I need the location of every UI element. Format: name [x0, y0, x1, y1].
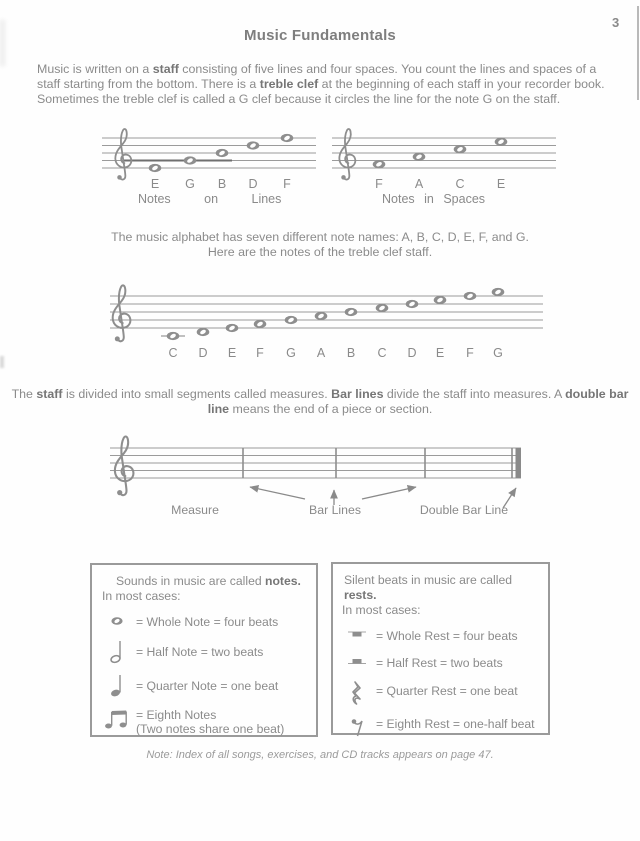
note-letter: D [248, 177, 258, 191]
eighth-notes-sublabel: (Two notes share one beat) [136, 722, 285, 736]
notes-box-subheading: In most cases: [102, 589, 181, 603]
note-item-quarter [102, 673, 308, 698]
note-letter: B [217, 177, 227, 191]
note-letter: D [407, 346, 417, 360]
alphabet-line1: The music alphabet has seven different note names: A, B, C, D, E, F, and G. [111, 230, 529, 244]
note-item-text: = Quarter Note = one beat [136, 678, 279, 693]
note-letter: C [377, 346, 387, 360]
measures-text: The [11, 387, 37, 401]
rest-item-half [342, 655, 540, 671]
notes-heading-text: Sounds in music are called [116, 574, 266, 588]
note-letter: G [286, 346, 296, 360]
whole-note-icon [167, 332, 180, 340]
staff-notes-in-spaces [328, 120, 560, 220]
whole-note-icon [464, 292, 477, 300]
whole-note-icon [413, 153, 426, 161]
note-letter: F [283, 177, 291, 191]
note-letter: D [198, 346, 208, 360]
note-letter: F [256, 346, 264, 360]
note-letter: C [455, 177, 465, 191]
staff-measures-diagram [103, 435, 548, 525]
whole-note-icon [434, 296, 447, 304]
whole-note-icon [345, 308, 358, 316]
note-item-eighth [102, 707, 308, 737]
measures-text: divide the staff into measures. A [383, 387, 566, 401]
staff-lines-graphic [328, 120, 560, 195]
label-measure: Measure [171, 503, 219, 517]
eighth-notes-icon [102, 707, 132, 731]
notes-info-box [90, 563, 318, 737]
note-letter: F [375, 177, 383, 191]
whole-note-icon [226, 324, 239, 332]
whole-note-icon [376, 304, 389, 312]
note-letter: G [185, 177, 195, 191]
whole-note-icon [315, 312, 328, 320]
note-item-text: = Half Note = two beats [136, 644, 264, 659]
page-number: 3 [612, 15, 620, 30]
staff-caption: Notes in Spaces [382, 192, 486, 206]
treble-clef-icon [339, 129, 355, 180]
note-item-text [136, 707, 284, 737]
intro-text: consisting of five lines and four spaces. You count the lines and spaces of a staff starting from the bottom. There is a [37, 62, 597, 92]
whole-note-icon [281, 134, 294, 142]
measures-paragraph [0, 387, 640, 416]
quarter-rest-icon [342, 681, 372, 705]
whole-note-icon [197, 328, 210, 336]
whole-note-icon [373, 160, 386, 168]
note-letter: E [435, 346, 445, 360]
rest-item-text: = Quarter Rest = one beat [376, 684, 518, 698]
staff-notes-on-lines [92, 120, 322, 220]
whole-note-icon [454, 145, 467, 153]
rest-item-eighth [342, 716, 540, 738]
alphabet-paragraph [0, 230, 640, 259]
measures-bold-staff: staff [36, 387, 63, 401]
whole-note-icon [495, 138, 508, 146]
eighth-rest-icon [342, 716, 372, 738]
note-letter: F [466, 346, 474, 360]
intro-paragraph [37, 62, 609, 106]
rests-box-subheading: In most cases: [342, 603, 421, 617]
rests-box-heading [344, 573, 540, 603]
note-item-half [102, 639, 308, 664]
quarter-note-icon [102, 673, 132, 698]
whole-note-icon [102, 614, 132, 628]
rests-heading-bold: rests. [344, 588, 377, 602]
intro-text: at the beginning of each staff in your recorder book. Sometimes the treble clef is called a G clef because it circles the line for the note G on the staff. [37, 77, 605, 106]
whole-note-icon [254, 320, 267, 328]
measures-line1 [0, 387, 640, 416]
footer-note: Note: Index of all songs, exercises, and CD tracks appears on page 47. [146, 749, 494, 761]
rest-item-text: = Eighth Rest = one-half beat [376, 717, 535, 731]
note-letter: A [316, 346, 326, 360]
note-letter: E [496, 177, 506, 191]
measures-text: means the end of a piece or section. [229, 401, 433, 416]
half-note-icon [102, 639, 132, 664]
note-letter: E [150, 177, 160, 191]
scan-smudge [0, 356, 4, 368]
double-bar-thick [516, 448, 522, 478]
notes-heading-bold: notes. [265, 574, 301, 588]
rests-heading-text: Silent beats in music are called [344, 573, 513, 587]
note-letter: C [168, 346, 178, 360]
whole-note-icon [216, 149, 229, 157]
staff-treble-scale [103, 282, 548, 367]
intro-text: Music is written on a [37, 62, 153, 77]
whole-note-icon [149, 164, 162, 172]
treble-clef-icon [113, 285, 131, 341]
whole-rest-icon [342, 628, 372, 640]
note-letter: E [227, 346, 237, 360]
page-title: Music Fundamentals [244, 27, 396, 44]
treble-clef-icon [115, 129, 131, 180]
eighth-notes-label: = Eighth Notes [136, 707, 217, 722]
staff-caption: Notes on Lines [138, 192, 282, 206]
alphabet-line2: Here are the notes of the treble clef staff. [207, 244, 433, 259]
label-double-bar-line: Double Bar Line [419, 503, 509, 517]
note-letter: G [493, 346, 503, 360]
half-rest-icon [342, 655, 372, 667]
scan-edge-artifact [637, 6, 639, 100]
note-item-whole [102, 614, 308, 630]
treble-clef-icon [115, 437, 134, 496]
label-bar-lines: Bar Lines [309, 503, 361, 517]
note-letter: B [346, 346, 356, 360]
intro-bold-treble-clef: treble clef [259, 77, 319, 92]
measures-bold-bar-lines: Bar lines [331, 387, 384, 401]
rest-item-whole [342, 628, 540, 644]
measures-bold-double-bar: double bar line [207, 387, 629, 416]
note-letter: A [414, 177, 424, 191]
intro-bold-staff: staff [152, 62, 179, 77]
whole-note-icon [247, 141, 260, 149]
notes-box-heading [116, 574, 308, 589]
whole-note-icon [285, 316, 298, 324]
measures-text: is divided into small segments called measures. [62, 387, 332, 401]
rest-item-text: = Half Rest = two beats [376, 655, 503, 670]
rests-info-box [331, 562, 550, 735]
whole-note-icon [406, 300, 419, 308]
rest-item-text: = Whole Rest = four beats [376, 629, 518, 643]
whole-note-icon [184, 156, 197, 164]
rest-item-quarter [342, 681, 540, 705]
whole-note-icon [492, 288, 505, 296]
note-item-text: = Whole Note = four beats [136, 615, 279, 629]
